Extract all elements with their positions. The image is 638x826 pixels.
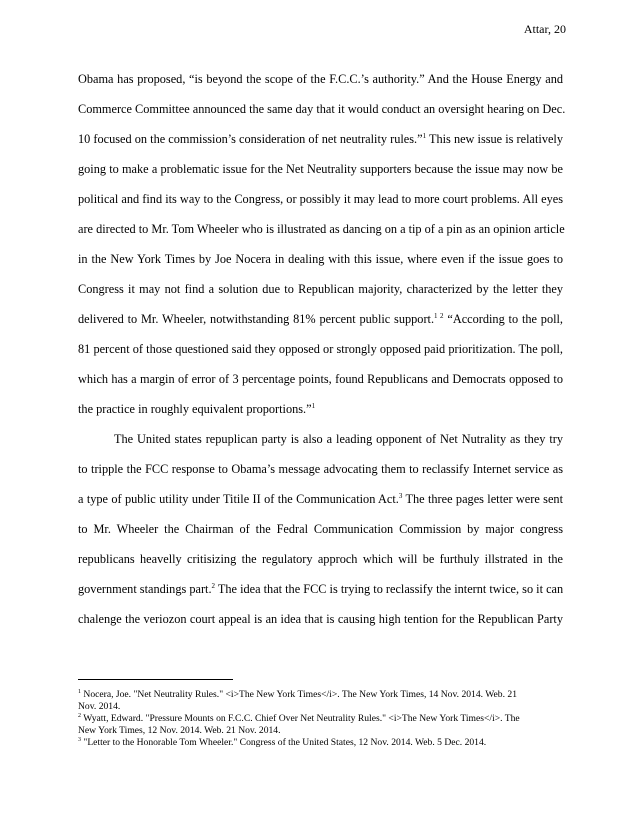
footnote-1: $^1$ Nocera, Joe. "Net Neutrality Rules." <i>The New York Times</i>. The New York Times, 14 Nov. 2014. Web. 21 Nov. 2014. [78,689,517,712]
footnote-3: $^3$ "Letter to the Honorable Tom Wheeler." Congress of the United States, 12 Nov. 2014. Web. 5 Dec. 2014. [78,737,487,748]
body-line: Congress it may not find a solution due to Republican majority, characterized by the letter they [78,282,563,296]
body-line: a type of public utility under Titile II of the Communication Act.$^3$ The three pages letter were sent [78,492,563,506]
body-line: are directed to Mr. Tom Wheeler who is illustrated as dancing on a tip of a pin as an opinion article [78,222,565,236]
footnote-separator [78,679,233,680]
body-line: going to make a problematic issue for the Net Neutrality supporters because the issue may now be [78,162,563,176]
footnote-2: $^2$ Wyatt, Edward. "Pressure Mounts on F.C.C. Chief Over Net Neutrality Rules." <i>The New York Times</i>. The New York Times, 12 Nov. 2014. Web. 21 Nov. 2014. [78,713,520,736]
body-line: 10 focused on the commission’s consideration of net neutrality rules.”$^1$ This new issue is relatively [78,132,563,146]
body-line: The United states repuplican party is also a leading opponent of Net Nutrality as they try [114,432,563,446]
body-line: in the New York Times by Joe Nocera in dealing with this issue, where even if the issue goes to [78,252,563,266]
body-line: 81 percent of those questioned said they opposed or strongly opposed paid prioritization. The poll, [78,342,563,356]
body-line: to Mr. Wheeler the Chairman of the Fedral Communication Commission by major congress [78,522,563,536]
body-line: Commerce Committee announced the same day that it would conduct an oversight hearing on Dec. [78,102,566,116]
body-line: to tripple the FCC response to Obama’s message advocating them to reclassify Internet service as [78,462,563,476]
body-line: Obama has proposed, “is beyond the scope of the F.C.C.’s authority.” And the House Energy and [78,72,563,86]
footnote-ref: 1 [422,132,427,140]
body-line: political and find its way to the Congress, or possibly it may lead to more court problems. All eyes [78,192,563,206]
body-line: which has a margin of error of 3 percentage points, found Republicans and Democrats opposed to [78,372,563,386]
running-head: Attar, 20 [523,22,566,36]
body-line: government standings part.$^2$ The idea that the FCC is trying to reclassify the internt twice, so it can [78,582,564,596]
body-line: the practice in roughly equivalent proportions.”$^1$ [78,402,316,416]
body-line: chalenge the veriozon court appeal is an idea that is causing high tention for the Republican Party [78,612,563,626]
body-line: republicans heavelly critisizing the regulatory approch which will be furthuly illstrated in the [78,552,563,566]
footnote-ref: 3 [398,492,403,500]
footnote-ref: 2 [211,582,216,590]
body-line: delivered to Mr. Wheeler, notwithstanding 81% percent public support.$^{1 2}$ “According to the poll, [78,312,564,326]
footnote-ref: 1 2 [434,312,444,320]
footnote-ref: 1 [311,402,316,410]
